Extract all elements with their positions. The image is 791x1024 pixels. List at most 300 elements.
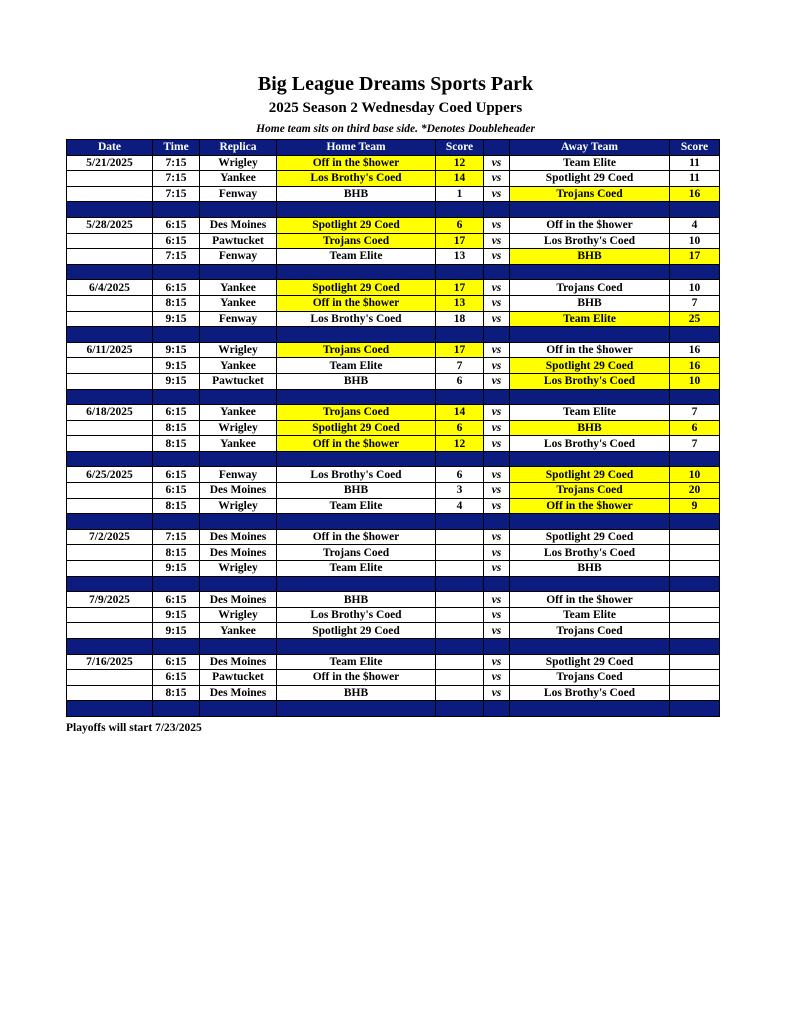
away-score-cell xyxy=(670,607,720,623)
separator-cell xyxy=(670,202,720,218)
game-row xyxy=(67,420,720,436)
home-team-cell: Team Elite xyxy=(277,358,436,374)
home-score-cell xyxy=(436,607,484,623)
separator-cell xyxy=(436,389,484,405)
home-team-cell: Off in the $hower xyxy=(277,295,436,311)
home-score-cell: 17 xyxy=(436,342,484,358)
separator-cell xyxy=(670,327,720,343)
home-score-cell: 6 xyxy=(436,373,484,389)
date-cell: 7/2/2025 xyxy=(67,529,153,545)
date-cell xyxy=(67,295,153,311)
header-replica: Replica xyxy=(200,140,277,156)
away-team-cell: Los Brothy's Coed xyxy=(510,436,670,452)
separator-cell xyxy=(436,327,484,343)
game-row xyxy=(67,186,720,202)
vs-cell: vs xyxy=(484,280,510,296)
home-score-cell: 6 xyxy=(436,420,484,436)
home-score-cell: 12 xyxy=(436,436,484,452)
away-team-cell: Team Elite xyxy=(510,405,670,421)
away-team-cell: Off in the $hower xyxy=(510,342,670,358)
time-cell: 7:15 xyxy=(153,155,200,171)
home-score-cell: 17 xyxy=(436,280,484,296)
replica-cell: Fenway xyxy=(200,311,277,327)
home-team-cell: Los Brothy's Coed xyxy=(277,467,436,483)
vs-cell: vs xyxy=(484,217,510,233)
separator-cell xyxy=(67,202,153,218)
replica-cell: Yankee xyxy=(200,405,277,421)
date-cell xyxy=(67,358,153,374)
game-row xyxy=(67,155,720,171)
date-cell xyxy=(67,607,153,623)
date-cell xyxy=(67,436,153,452)
away-score-cell xyxy=(670,685,720,701)
away-team-cell: Trojans Coed xyxy=(510,280,670,296)
header-vs xyxy=(484,140,510,156)
home-score-cell xyxy=(436,529,484,545)
home-team-cell: Spotlight 29 Coed xyxy=(277,280,436,296)
playoffs-note: Playoffs will start 7/23/2025 xyxy=(66,722,202,734)
separator-cell xyxy=(484,264,510,280)
replica-cell: Des Moines xyxy=(200,592,277,608)
home-team-cell: Los Brothy's Coed xyxy=(277,607,436,623)
away-score-cell xyxy=(670,545,720,561)
away-team-cell: Spotlight 29 Coed xyxy=(510,529,670,545)
replica-cell: Yankee xyxy=(200,171,277,187)
separator-cell xyxy=(153,576,200,592)
separator-cell xyxy=(670,264,720,280)
home-score-cell xyxy=(436,670,484,686)
home-team-cell: BHB xyxy=(277,685,436,701)
time-cell: 9:15 xyxy=(153,607,200,623)
game-row xyxy=(67,436,720,452)
home-team-cell: Off in the $hower xyxy=(277,529,436,545)
replica-cell: Wrigley xyxy=(200,420,277,436)
separator-cell xyxy=(67,514,153,530)
home-team-cell: Spotlight 29 Coed xyxy=(277,420,436,436)
time-cell: 8:15 xyxy=(153,685,200,701)
separator-cell xyxy=(436,639,484,655)
away-score-cell: 25 xyxy=(670,311,720,327)
game-row xyxy=(67,483,720,499)
game-row xyxy=(67,342,720,358)
separator-cell xyxy=(200,639,277,655)
replica-cell: Yankee xyxy=(200,623,277,639)
home-team-cell: BHB xyxy=(277,373,436,389)
game-row xyxy=(67,623,720,639)
week-separator xyxy=(67,514,720,530)
away-score-cell: 4 xyxy=(670,217,720,233)
away-team-cell: BHB xyxy=(510,295,670,311)
time-cell: 7:15 xyxy=(153,171,200,187)
header-home-score: Score xyxy=(436,140,484,156)
separator-cell xyxy=(67,264,153,280)
date-cell: 6/25/2025 xyxy=(67,467,153,483)
separator-cell xyxy=(153,514,200,530)
separator-cell xyxy=(153,202,200,218)
week-separator xyxy=(67,701,720,717)
game-row xyxy=(67,217,720,233)
separator-cell xyxy=(153,639,200,655)
replica-cell: Des Moines xyxy=(200,545,277,561)
separator-cell xyxy=(510,639,670,655)
separator-cell xyxy=(510,389,670,405)
away-team-cell: Off in the $hower xyxy=(510,217,670,233)
time-cell: 6:15 xyxy=(153,233,200,249)
time-cell: 6:15 xyxy=(153,467,200,483)
home-score-cell xyxy=(436,545,484,561)
separator-cell xyxy=(277,451,436,467)
separator-cell xyxy=(510,202,670,218)
date-cell: 7/16/2025 xyxy=(67,654,153,670)
vs-cell: vs xyxy=(484,607,510,623)
away-team-cell: Team Elite xyxy=(510,155,670,171)
away-score-cell: 10 xyxy=(670,233,720,249)
home-score-cell xyxy=(436,592,484,608)
separator-cell xyxy=(153,701,200,717)
vs-cell: vs xyxy=(484,358,510,374)
separator-cell xyxy=(200,514,277,530)
away-score-cell: 6 xyxy=(670,420,720,436)
separator-cell xyxy=(484,639,510,655)
home-score-cell: 7 xyxy=(436,358,484,374)
away-team-cell: BHB xyxy=(510,249,670,265)
away-score-cell: 11 xyxy=(670,155,720,171)
separator-cell xyxy=(277,327,436,343)
separator-cell xyxy=(153,264,200,280)
separator-cell xyxy=(200,327,277,343)
time-cell: 8:15 xyxy=(153,436,200,452)
home-team-cell: Off in the $hower xyxy=(277,670,436,686)
game-row xyxy=(67,685,720,701)
vs-cell: vs xyxy=(484,436,510,452)
date-cell xyxy=(67,171,153,187)
home-score-cell: 3 xyxy=(436,483,484,499)
separator-cell xyxy=(200,576,277,592)
away-score-cell: 20 xyxy=(670,483,720,499)
week-separator xyxy=(67,264,720,280)
away-team-cell: Los Brothy's Coed xyxy=(510,373,670,389)
home-team-cell: BHB xyxy=(277,592,436,608)
separator-cell xyxy=(200,389,277,405)
away-team-cell: Spotlight 29 Coed xyxy=(510,654,670,670)
page-title: Big League Dreams Sports Park xyxy=(257,73,534,95)
away-score-cell xyxy=(670,670,720,686)
replica-cell: Wrigley xyxy=(200,342,277,358)
time-cell: 6:15 xyxy=(153,405,200,421)
separator-cell xyxy=(153,451,200,467)
away-team-cell: Trojans Coed xyxy=(510,623,670,639)
replica-cell: Des Moines xyxy=(200,483,277,499)
separator-cell xyxy=(277,202,436,218)
separator-cell xyxy=(484,576,510,592)
separator-cell xyxy=(484,701,510,717)
vs-cell: vs xyxy=(484,311,510,327)
home-score-cell: 4 xyxy=(436,498,484,514)
vs-cell: vs xyxy=(484,373,510,389)
time-cell: 7:15 xyxy=(153,249,200,265)
vs-cell: vs xyxy=(484,654,510,670)
away-team-cell: Trojans Coed xyxy=(510,186,670,202)
page-subtitle: 2025 Season 2 Wednesday Coed Uppers xyxy=(268,100,523,116)
header-row xyxy=(67,140,720,156)
home-team-cell: Team Elite xyxy=(277,498,436,514)
away-score-cell xyxy=(670,654,720,670)
date-cell xyxy=(67,249,153,265)
separator-cell xyxy=(67,327,153,343)
time-cell: 6:15 xyxy=(153,670,200,686)
date-cell xyxy=(67,420,153,436)
away-score-cell: 11 xyxy=(670,171,720,187)
home-team-cell: Team Elite xyxy=(277,249,436,265)
separator-cell xyxy=(510,327,670,343)
separator-cell xyxy=(670,451,720,467)
separator-cell xyxy=(510,264,670,280)
home-score-cell: 17 xyxy=(436,233,484,249)
date-cell xyxy=(67,498,153,514)
home-score-cell xyxy=(436,654,484,670)
date-cell: 5/28/2025 xyxy=(67,217,153,233)
date-cell: 6/11/2025 xyxy=(67,342,153,358)
time-cell: 8:15 xyxy=(153,545,200,561)
home-score-cell xyxy=(436,561,484,577)
home-team-cell: Trojans Coed xyxy=(277,405,436,421)
header-away-team: Away Team xyxy=(510,140,670,156)
separator-cell xyxy=(670,576,720,592)
game-row xyxy=(67,670,720,686)
vs-cell: vs xyxy=(484,685,510,701)
replica-cell: Des Moines xyxy=(200,529,277,545)
away-score-cell: 10 xyxy=(670,373,720,389)
home-score-cell: 14 xyxy=(436,405,484,421)
separator-cell xyxy=(436,701,484,717)
game-row xyxy=(67,561,720,577)
date-cell xyxy=(67,483,153,499)
away-score-cell: 9 xyxy=(670,498,720,514)
date-cell: 6/4/2025 xyxy=(67,280,153,296)
separator-cell xyxy=(436,451,484,467)
separator-cell xyxy=(200,451,277,467)
away-score-cell xyxy=(670,529,720,545)
replica-cell: Wrigley xyxy=(200,498,277,514)
week-separator xyxy=(67,639,720,655)
vs-cell: vs xyxy=(484,529,510,545)
home-score-cell: 14 xyxy=(436,171,484,187)
separator-cell xyxy=(670,639,720,655)
separator-cell xyxy=(484,514,510,530)
game-row xyxy=(67,592,720,608)
time-cell: 6:15 xyxy=(153,654,200,670)
away-team-cell: Off in the $hower xyxy=(510,498,670,514)
schedule-body xyxy=(67,155,720,716)
vs-cell: vs xyxy=(484,233,510,249)
separator-cell xyxy=(67,576,153,592)
time-cell: 8:15 xyxy=(153,498,200,514)
separator-cell xyxy=(510,701,670,717)
home-score-cell: 18 xyxy=(436,311,484,327)
date-cell xyxy=(67,373,153,389)
away-score-cell: 17 xyxy=(670,249,720,265)
date-cell xyxy=(67,685,153,701)
vs-cell: vs xyxy=(484,405,510,421)
replica-cell: Yankee xyxy=(200,358,277,374)
away-team-cell: Team Elite xyxy=(510,607,670,623)
separator-cell xyxy=(153,327,200,343)
separator-cell xyxy=(200,202,277,218)
vs-cell: vs xyxy=(484,545,510,561)
home-team-cell: Team Elite xyxy=(277,654,436,670)
away-team-cell: Los Brothy's Coed xyxy=(510,685,670,701)
time-cell: 9:15 xyxy=(153,311,200,327)
away-score-cell: 7 xyxy=(670,295,720,311)
home-team-cell: Trojans Coed xyxy=(277,545,436,561)
vs-cell: vs xyxy=(484,670,510,686)
time-cell: 9:15 xyxy=(153,623,200,639)
game-row xyxy=(67,467,720,483)
vs-cell: vs xyxy=(484,592,510,608)
separator-cell xyxy=(277,389,436,405)
separator-cell xyxy=(67,389,153,405)
replica-cell: Yankee xyxy=(200,280,277,296)
date-cell xyxy=(67,186,153,202)
replica-cell: Des Moines xyxy=(200,217,277,233)
game-row xyxy=(67,498,720,514)
away-score-cell: 10 xyxy=(670,280,720,296)
separator-cell xyxy=(67,639,153,655)
header-home-team: Home Team xyxy=(277,140,436,156)
separator-cell xyxy=(277,576,436,592)
separator-cell xyxy=(436,202,484,218)
separator-cell xyxy=(277,701,436,717)
away-score-cell: 16 xyxy=(670,186,720,202)
away-score-cell xyxy=(670,592,720,608)
replica-cell: Pawtucket xyxy=(200,373,277,389)
game-row xyxy=(67,295,720,311)
game-row xyxy=(67,373,720,389)
home-team-cell: Trojans Coed xyxy=(277,233,436,249)
week-separator xyxy=(67,576,720,592)
game-row xyxy=(67,654,720,670)
separator-cell xyxy=(484,327,510,343)
date-cell xyxy=(67,561,153,577)
away-score-cell: 10 xyxy=(670,467,720,483)
time-cell: 9:15 xyxy=(153,561,200,577)
date-cell: 7/9/2025 xyxy=(67,592,153,608)
separator-cell xyxy=(510,514,670,530)
replica-cell: Fenway xyxy=(200,186,277,202)
replica-cell: Yankee xyxy=(200,436,277,452)
separator-cell xyxy=(670,701,720,717)
separator-cell xyxy=(153,389,200,405)
time-cell: 6:15 xyxy=(153,483,200,499)
game-row xyxy=(67,233,720,249)
header-time: Time xyxy=(153,140,200,156)
home-score-cell: 13 xyxy=(436,249,484,265)
replica-cell: Des Moines xyxy=(200,654,277,670)
vs-cell: vs xyxy=(484,483,510,499)
time-cell: 8:15 xyxy=(153,295,200,311)
home-team-cell: Off in the $hower xyxy=(277,155,436,171)
away-score-cell: 7 xyxy=(670,405,720,421)
away-team-cell: BHB xyxy=(510,561,670,577)
away-team-cell: Los Brothy's Coed xyxy=(510,545,670,561)
replica-cell: Wrigley xyxy=(200,561,277,577)
separator-cell xyxy=(200,264,277,280)
home-team-cell: Off in the $hower xyxy=(277,436,436,452)
away-score-cell xyxy=(670,561,720,577)
date-cell xyxy=(67,670,153,686)
home-team-cell: Los Brothy's Coed xyxy=(277,311,436,327)
separator-cell xyxy=(510,451,670,467)
replica-cell: Des Moines xyxy=(200,685,277,701)
separator-cell xyxy=(67,451,153,467)
separator-cell xyxy=(436,514,484,530)
game-row xyxy=(67,529,720,545)
time-cell: 9:15 xyxy=(153,373,200,389)
vs-cell: vs xyxy=(484,155,510,171)
header-date: Date xyxy=(67,140,153,156)
vs-cell: vs xyxy=(484,561,510,577)
time-cell: 7:15 xyxy=(153,529,200,545)
vs-cell: vs xyxy=(484,498,510,514)
time-cell: 7:15 xyxy=(153,186,200,202)
away-team-cell: Off in the $hower xyxy=(510,592,670,608)
game-row xyxy=(67,311,720,327)
vs-cell: vs xyxy=(484,623,510,639)
away-score-cell: 16 xyxy=(670,358,720,374)
separator-cell xyxy=(67,701,153,717)
home-score-cell xyxy=(436,685,484,701)
away-score-cell xyxy=(670,623,720,639)
away-team-cell: Spotlight 29 Coed xyxy=(510,358,670,374)
replica-cell: Wrigley xyxy=(200,607,277,623)
time-cell: 8:15 xyxy=(153,420,200,436)
separator-cell xyxy=(484,202,510,218)
away-team-cell: Trojans Coed xyxy=(510,483,670,499)
separator-cell xyxy=(436,264,484,280)
time-cell: 6:15 xyxy=(153,280,200,296)
game-row xyxy=(67,405,720,421)
away-team-cell: Los Brothy's Coed xyxy=(510,233,670,249)
vs-cell: vs xyxy=(484,171,510,187)
separator-cell xyxy=(277,514,436,530)
page-note: Home team sits on third base side. *Denotes Doubleheader xyxy=(256,123,535,135)
time-cell: 6:15 xyxy=(153,592,200,608)
separator-cell xyxy=(670,389,720,405)
separator-cell xyxy=(510,576,670,592)
week-separator xyxy=(67,327,720,343)
date-cell: 5/21/2025 xyxy=(67,155,153,171)
date-cell: 6/18/2025 xyxy=(67,405,153,421)
separator-cell xyxy=(277,264,436,280)
away-score-cell: 7 xyxy=(670,436,720,452)
away-team-cell: Spotlight 29 Coed xyxy=(510,467,670,483)
replica-cell: Pawtucket xyxy=(200,233,277,249)
date-cell xyxy=(67,623,153,639)
home-team-cell: BHB xyxy=(277,483,436,499)
time-cell: 9:15 xyxy=(153,342,200,358)
replica-cell: Wrigley xyxy=(200,155,277,171)
date-cell xyxy=(67,545,153,561)
separator-cell xyxy=(670,514,720,530)
away-team-cell: Spotlight 29 Coed xyxy=(510,171,670,187)
home-team-cell: Trojans Coed xyxy=(277,342,436,358)
home-team-cell: Los Brothy's Coed xyxy=(277,171,436,187)
replica-cell: Fenway xyxy=(200,249,277,265)
vs-cell: vs xyxy=(484,342,510,358)
schedule-table xyxy=(66,139,720,717)
away-team-cell: BHB xyxy=(510,420,670,436)
time-cell: 6:15 xyxy=(153,217,200,233)
